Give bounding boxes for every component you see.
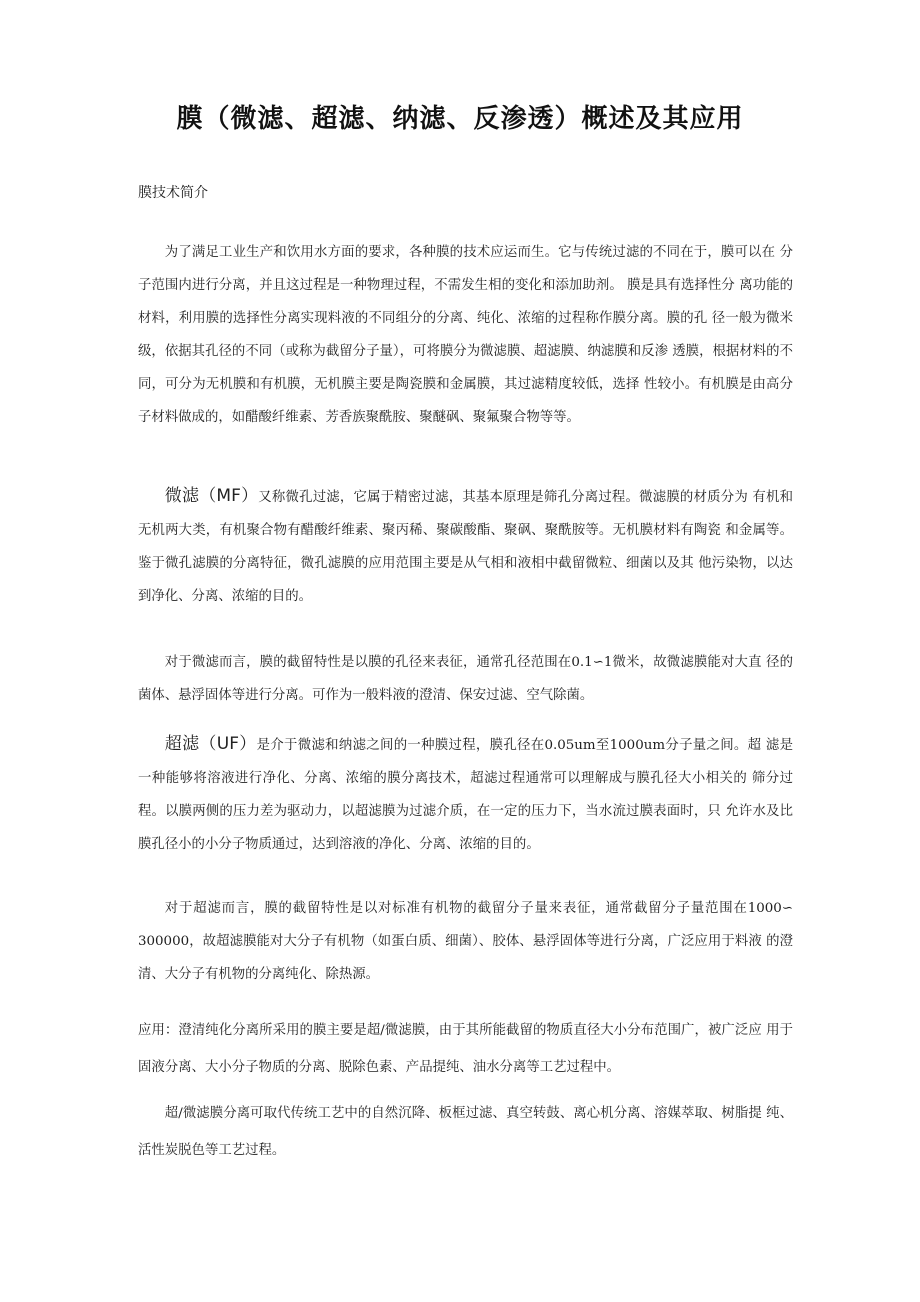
ultrafiltration-term: 超滤（UF） xyxy=(164,734,257,754)
microfiltration-description: 又称微孔过滤，它属于精密过滤，其基本原理是筛孔分离过程。微滤膜的材质分为 有机和无机两大类，有机聚合物有醋酸纤维素、聚丙稀、聚碳酸酯、聚砜、聚酰胺等。无机膜材料有陶瓷 和金属等。鉴于微孔滤膜的分离特征，微孔滤膜的应用范围主要是从气相和液相中截留微粒、细菌以及其 他污染物，以达到净化、分离、浓缩的目的。 xyxy=(138,490,793,604)
ultrafiltration-retention-paragraph: 对于超滤而言，膜的截留特性是以对标准有机物的截留分子量来表征，通常截留分子量范围在1000∽ 300000，故超滤膜能对大分子有机物（如蛋白质、细菌）、胶体、悬浮固体等进行分离，广泛应用于料液 的澄清、大分子有机物的分离纯化、除热源。 xyxy=(138,901,793,982)
document-title: 膜（微滤、超滤、纳滤、反渗透）概述及其应用 xyxy=(176,104,744,134)
ultrafiltration-paragraph xyxy=(138,728,793,861)
microfiltration-term: 微滤（MF） xyxy=(164,486,259,506)
microfiltration-paragraph xyxy=(138,480,793,613)
microfiltration-retention-paragraph: 对于微滤而言，膜的截留特性是以膜的孔径来表征，通常孔径范围在0.1∽1微米，故微滤膜能对大直 径的菌体、悬浮固体等进行分离。可作为一般料液的澄清、保安过滤、空气除菌。 xyxy=(138,655,793,703)
section-heading: 膜技术简介 xyxy=(138,185,208,201)
ultrafiltration-description: 是介于微滤和纳滤之间的一种膜过程，膜孔径在0.05um至1000um分子量之间。超 滤是一种能够将溶液进行净化、分离、浓缩的膜分离技术，超滤过程通常可以理解成与膜孔径大小相关的 筛分过程。以膜两侧的压力差为驱动力，以超滤膜为过滤介质，在一定的压力下，当水流过膜表面时，只 允许水及比膜孔径小的小分子物质通过，达到溶液的净化、分离、浓缩的目的。 xyxy=(138,738,793,852)
application-paragraph: 应用：澄清纯化分离所采用的膜主要是超/微滤膜，由于其所能截留的物质直径大小分布范围广，被广泛应 用于固液分离、大小分子物质的分离、脱除色素、产品提纯、油水分离等工艺过程中。 xyxy=(138,1023,793,1075)
intro-paragraph: 为了满足工业生产和饮用水方面的要求，各种膜的技术应运而生。它与传统过滤的不同在于，膜可以在 分子范围内进行分离，并且这过程是一种物理过程，不需发生相的变化和添加助剂。 膜是具有选择性分 离功能的材料，利用膜的选择性分离实现料液的不同组分的分离、纯化、浓缩的过程称作膜分离。膜的孔 径一般为微米级，依据其孔径的不同（或称为截留分子量），可将膜分为微滤膜、超滤膜、纳滤膜和反渗 透膜，根据材料的不同，可分为无机膜和有机膜，无机膜主要是陶瓷膜和金属膜，其过滤精度较低，选择 性较小。有机膜是由高分子材料做成的，如醋酸纤维素、芳香族聚酰胺、聚醚砜、聚氟聚合物等等。 xyxy=(138,245,793,425)
replacement-paragraph: 超/微滤膜分离可取代传统工艺中的自然沉降、板框过滤、真空转鼓、离心机分离、溶媒萃取、树脂提 纯、活性炭脱色等工艺过程。 xyxy=(138,1106,793,1158)
